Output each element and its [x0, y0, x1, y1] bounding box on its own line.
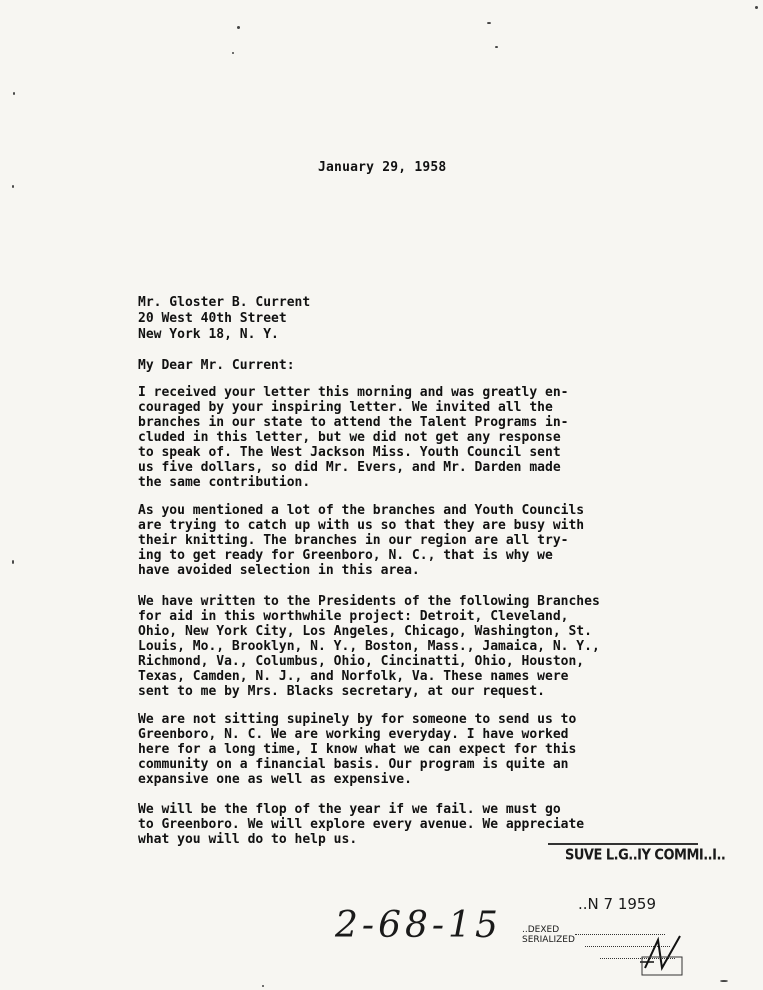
address-line: New York 18, N. Y. [138, 327, 279, 342]
text-line: Greenboro, N. C. We are working everyday. I have worked [138, 727, 569, 742]
scan-speck [720, 980, 728, 982]
text-line: I received your letter this morning and was greatly en- [138, 385, 569, 400]
address-line: 20 West 40th Street [138, 311, 287, 326]
letter-date: January 29, 1958 [318, 160, 447, 175]
salutation: My Dear Mr. Current: [138, 358, 295, 373]
scan-speck [487, 22, 491, 24]
indexed-stamp [522, 925, 575, 945]
text-line: sent to me by Mrs. Blacks secretary, at our request. [138, 684, 545, 699]
received-stamp: SUVE L.G..IY COMMI..I.. [565, 846, 726, 865]
text-line: Ohio, New York City, Los Angeles, Chicago, Washington, St. [138, 624, 592, 639]
text-line: ing to get ready for Greenboro, N. C., that is why we [138, 548, 553, 563]
scan-speck [232, 52, 234, 54]
body-paragraph-3 [138, 594, 678, 699]
text-line: us five dollars, so did Mr. Evers, and Mr. Darden made [138, 460, 561, 475]
recipient-address [138, 295, 310, 343]
stamp-date: ..N 7 1959 [578, 895, 657, 913]
scan-speck [495, 46, 498, 48]
text-line: Richmond, Va., Columbus, Ohio, Cincinatti, Ohio, Houston, [138, 654, 585, 669]
text-line: We are not sitting supinely by for someone to send us to [138, 712, 577, 727]
scan-speck [12, 560, 14, 564]
text-line: Texas, Camden, N. J., and Norfolk, Va. These names were [138, 669, 569, 684]
text-line: cluded in this letter, but we did not get any response [138, 430, 561, 445]
address-line: Mr. Gloster B. Current [138, 295, 311, 310]
body-paragraph-2 [138, 503, 678, 578]
scan-speck [755, 6, 758, 9]
body-paragraph-5 [138, 802, 678, 847]
text-line: couraged by your inspiring letter. We invited all the [138, 400, 553, 415]
text-line: As you mentioned a lot of the branches and Youth Councils [138, 503, 585, 518]
text-line: branches in our state to attend the Talent Programs in- [138, 415, 569, 430]
body-paragraph-4 [138, 712, 678, 787]
text-line: have avoided selection in this area. [138, 563, 420, 578]
text-line: here for a long time, I know what we can expect for this [138, 742, 577, 757]
stamp-rule [548, 843, 698, 845]
handwritten-file-number: 2-68-15 [335, 905, 502, 946]
scan-speck [13, 92, 15, 95]
text-line: We have written to the Presidents of the following Branches [138, 594, 600, 609]
text-line: what you will do to help us. [138, 832, 358, 847]
text-line: expansive one as well as expensive. [138, 772, 412, 787]
stamp-box [640, 955, 695, 980]
scan-speck [262, 985, 264, 987]
text-line: to speak of. The West Jackson Miss. Youth Council sent [138, 445, 561, 460]
text-line: the same contribution. [138, 475, 311, 490]
body-paragraph-1 [138, 385, 678, 490]
text-line: We will be the flop of the year if we fail. we must go [138, 802, 561, 817]
text-line: their knitting. The branches in our region are all try- [138, 533, 569, 548]
text-line: for aid in this worthwhile project: Detroit, Cleveland, [138, 609, 569, 624]
text-line: to Greenboro. We will explore every avenue. We appreciate [138, 817, 585, 832]
serialized-label: SERIALIZED [522, 935, 575, 945]
indexed-label: ..DEXED [522, 925, 560, 935]
scan-speck [237, 26, 240, 29]
text-line: are trying to catch up with us so that they are busy with [138, 518, 585, 533]
scan-speck [12, 185, 14, 188]
text-line: community on a financial basis. Our program is quite an [138, 757, 569, 772]
text-line: Louis, Mo., Brooklyn, N. Y., Boston, Mass., Jamaica, N. Y., [138, 639, 600, 654]
